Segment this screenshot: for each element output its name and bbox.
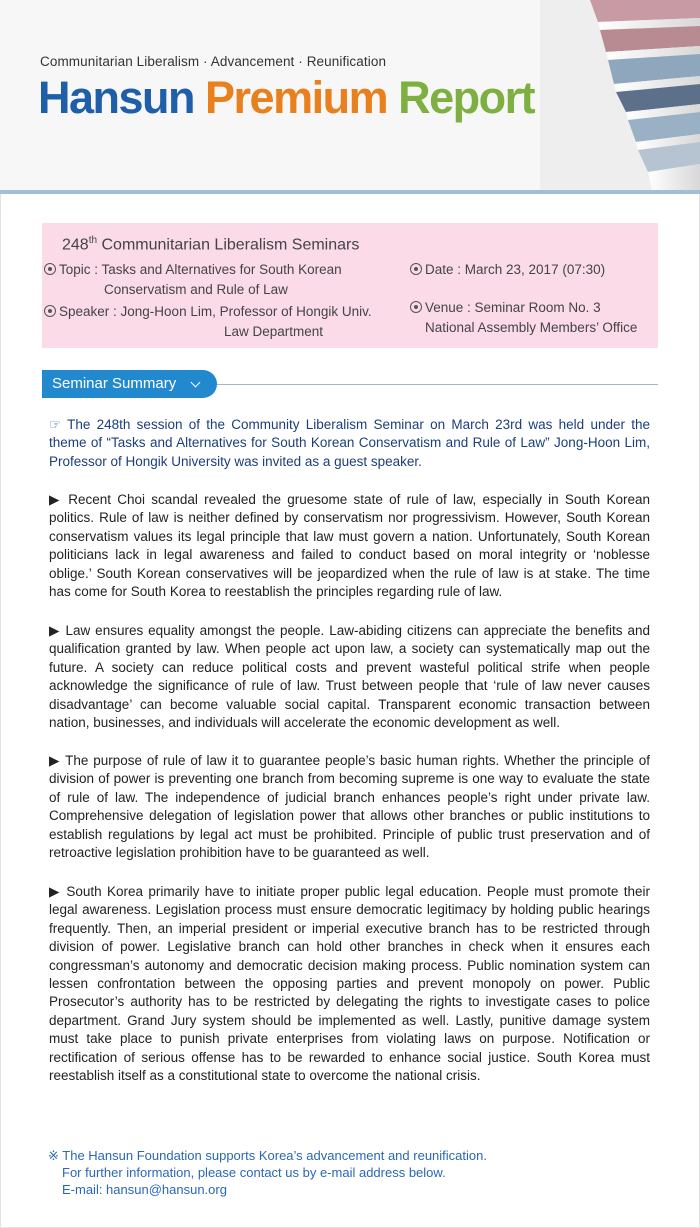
seminar-number: 248: [62, 236, 89, 254]
summary-paragraph-2: ▶ Law ensures equality amongst the people. Law-abiding citizens can appreciate the benefits and qualification granted by law. When people act upon law, a society can systematically map out the future. A society can reduce political costs and prevent wasteful political strife when people acknowledge the significance of rule of law. Trust between people that ‘rule of law never causes disadvantage’ can become valuable social capital. Transparent economic transaction between nation, businesses, and individuals will accelerate the economic development as well.: [49, 623, 650, 731]
footer-note: [48, 1147, 487, 1198]
date-text: Date : March 23, 2017 (07:30): [425, 262, 606, 277]
speaker-line: [44, 302, 372, 322]
brand-report: Report: [398, 72, 535, 123]
topic-text: Topic : Tasks and Alternatives for South Korean: [59, 262, 342, 277]
summary-lead-text: The 248th session of the Community Liberalism Seminar on March 23rd was held under the theme of “Tasks and Alternatives for South Korean Conservatism and Rule of Law” Jong-Hoon Lim, Professor of Hongik University was invited as a guest speaker.: [49, 417, 650, 469]
venue-text: Venue : Seminar Room No. 3: [425, 300, 601, 315]
topic-line: [44, 260, 342, 280]
report-header: [0, 0, 700, 190]
brand-hansun: Hansun: [38, 72, 195, 123]
speaker-text: Speaker : Jong-Hoon Lim, Professor of Hongik Univ.: [59, 304, 372, 319]
speaker-continuation: Law Department: [224, 324, 324, 339]
summary-paragraph-3: ▶ The purpose of rule of law it to guarantee people’s basic human rights. Whether the principle of division of power is preventing one branch from becoming supreme is one way to evaluate the state of rule of law. The independence of judicial branch enhances people’s right under private law. Comprehensive delegation of legislation power that allows other branches or public institutions to establish regulations by legal act must be prohibited. Principle of public trust preservation and of retroactive legislation prohibition have to be guaranteed as well.: [49, 753, 650, 861]
seminar-summary-label: Seminar Summary: [52, 375, 177, 392]
bullet-icon: [44, 305, 56, 317]
bullet-icon: [410, 263, 422, 275]
bullet-icon: [44, 263, 56, 275]
bullet-icon: [410, 301, 422, 313]
date-line: [410, 260, 605, 280]
pointing-hand-icon: ☞: [49, 417, 62, 432]
chevron-down-icon: [191, 378, 201, 388]
summary-paragraph-4: ▶ South Korea primarily have to initiate proper public legal education. People must promote their legal awareness. Legislation process must ensure democratic legitimacy by holding public hearings frequently. Then, an imperial president or imperial executive branch has to be restricted through division of power. Legislative branch can hold other branches in check when it ensures each congressman’s autonomy and democratic decision making process. Public nomination system can lessen confrontation between the opposing parties and prevent monopoly on power. Public Prosecutor’s authority has to be restricted by delegating the rights to investigate cases to police department. Grand Jury system should be implemented as well. Lastly, punitive damage system must take place to punish private enterprises from violating laws on purpose. Notification or rectification of serious offense has to be rewarded to enhance social justice. South Korea must reestablish itself as a constitutional state to overcome the national crisis.: [49, 884, 650, 1084]
brand-premium: Premium: [205, 72, 388, 123]
header-divider: [0, 190, 700, 194]
venue-line: [410, 298, 601, 318]
seminar-number-suffix: th: [88, 235, 98, 246]
brand-title: [38, 70, 534, 126]
seminar-summary-tab[interactable]: [42, 370, 217, 398]
topic-continuation: Conservatism and Rule of Law: [104, 282, 288, 297]
footer-line-2: For further information, please contact us by e-mail address below.: [62, 1165, 446, 1180]
tagline: Communitarian Liberalism · Advancement · Reunification: [40, 54, 387, 69]
summary-paragraph-1: ▶ Recent Choi scandal revealed the gruesome state of rule of law, especially in South Korean politics. Rule of law is neither defined by conservatism nor progressivism. However, South Korean conservatism values its legal principle that law must govern a nation. Unfortunately, South Korean politicians lack in legal awareness and failed to conduct based on moral integrity or ‘noblesse oblige.’ South Korean conservatives will be jeopardized when the rule of law is at stake. The time has come for South Korea to reestablish the principles regarding rule of law.: [49, 492, 650, 600]
venue-continuation: National Assembly Members’ Office: [425, 320, 638, 335]
books-illustration: [540, 0, 700, 190]
footer-line-1: ※ The Hansun Foundation supports Korea’s advancement and reunification.: [48, 1148, 487, 1163]
footer-email[interactable]: E-mail: hansun@hansun.org: [62, 1182, 227, 1197]
summary-lead: [49, 416, 650, 471]
seminar-title: [62, 235, 359, 254]
seminar-title-text: Communitarian Liberalism Seminars: [97, 236, 360, 254]
seminar-info-box: [42, 223, 658, 348]
